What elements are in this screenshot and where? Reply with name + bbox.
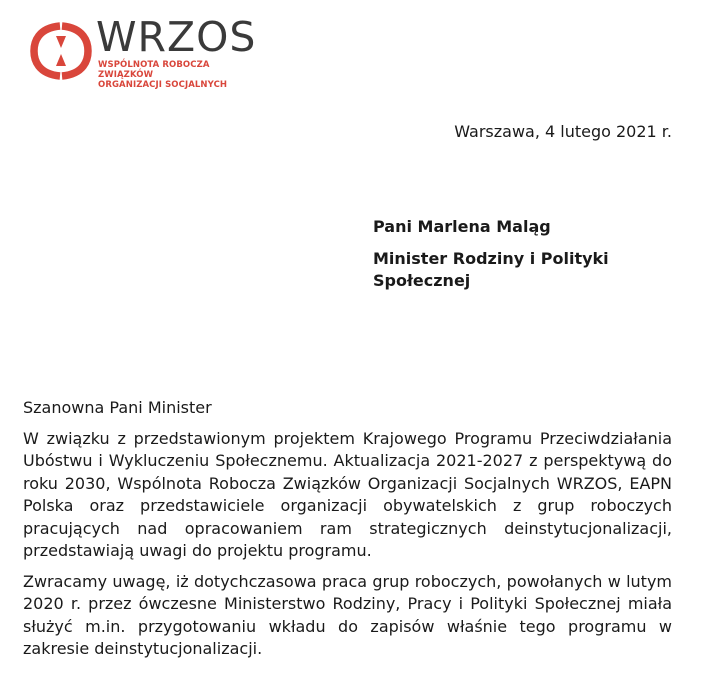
logo-subtitle-line: WSPÓLNOTA ROBOCZA ZWIĄZKÓW [98,60,210,80]
body-paragraph: W związku z przedstawionym projektem Krajowego Programu Przeciwdziałania Ubóstwu i Wykluczeniu Społecznemu. Aktualizacja 2021-2027 z perspektywą do roku 2030, Wspólnota Robocza Związków Organizacji Socjalnych WRZOS, EAPN Polska oraz przedstawiciele organizacji obywatelskich z grup roboczych pracujących nad opracowaniem ram strategicznych deinstytucjonalizacji, przedstawiają uwagi do projektu programu. [23,428,672,560]
letter-body [23,397,672,669]
recipient-block [373,216,609,292]
recipient-name: Pani Marlena Maląg [373,217,551,236]
letter-date: Warszawa, 4 lutego 2021 r. [454,122,672,141]
recipient-title-line: Minister Rodziny i Polityki [373,249,609,268]
logo-name: WRZOS [96,13,257,61]
salutation: Szanowna Pani Minister [23,398,212,417]
logo-subtitle [98,60,260,90]
logo-subtitle-line: ORGANIZACJI SOCJALNYCH [98,80,228,90]
recipient-title-line: Społecznej [373,271,471,290]
wrzos-logo-mark-icon [30,20,92,82]
wrzos-logo [30,13,260,90]
body-paragraph: Zwracamy uwagę, iż dotychczasowa praca grup roboczych, powołanych w lutym 2020 r. przez ówczesne Ministerstwo Rodziny, Pracy i Polityki Społecznej miała służyć m.in. przygotowaniu wkładu do zapisów właśnie tego programu w zakresie deinstytucjonalizacji. [23,571,672,658]
